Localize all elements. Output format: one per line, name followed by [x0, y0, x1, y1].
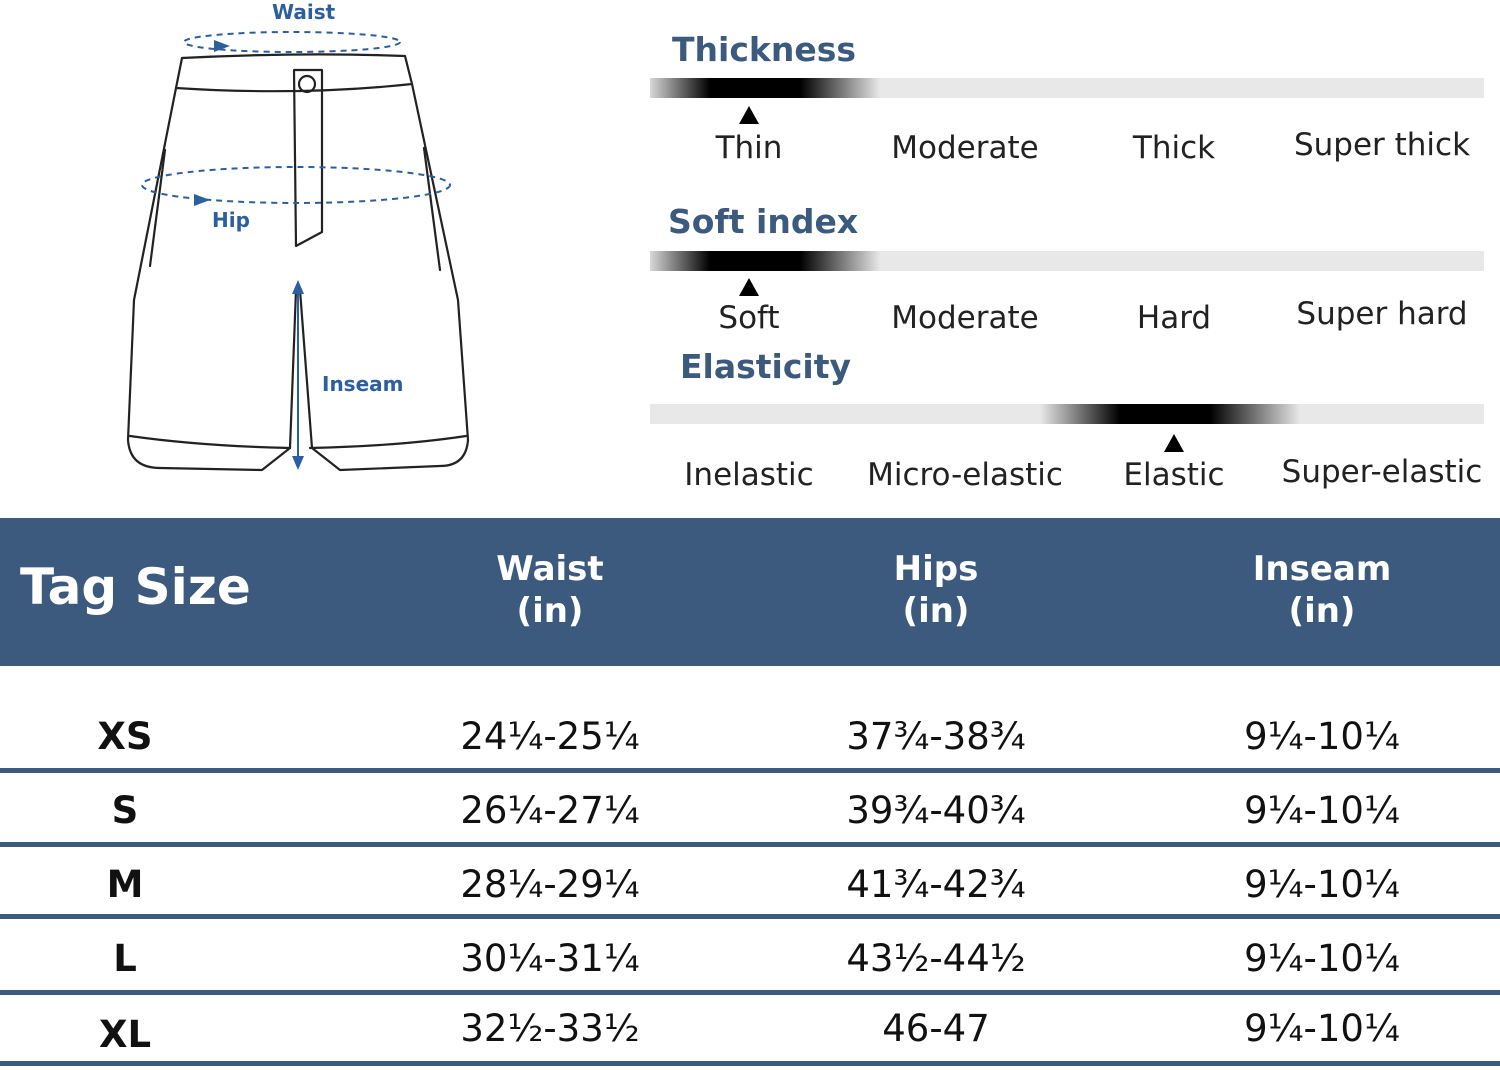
- inseam-cell: 9¼-10¼: [1244, 789, 1400, 832]
- waist-cell: 32½-33½: [460, 1007, 640, 1050]
- soft-index-scale-bar: [650, 251, 1484, 271]
- waist-cell: 30¼-31¼: [460, 937, 640, 980]
- scale-option: Moderate: [891, 300, 1039, 336]
- selected-marker-icon: [1164, 434, 1184, 452]
- thickness-scale-bar: [650, 78, 1484, 98]
- scale-option: Moderate: [891, 130, 1039, 166]
- waist-cell: 28¼-29¼: [460, 863, 640, 906]
- column-header-waist: [400, 548, 700, 632]
- row-divider: [0, 842, 1500, 847]
- attribute-title: Thickness: [672, 30, 856, 69]
- scale-option: Thin: [715, 130, 783, 166]
- size-cell: XL: [98, 1013, 152, 1056]
- hips-cell: 46-47: [882, 1007, 990, 1050]
- attribute-title: Soft index: [668, 202, 859, 241]
- size-cell: XS: [97, 715, 153, 758]
- waist-cell: 26¼-27¼: [460, 789, 640, 832]
- waist-cell: 24¼-25¼: [460, 715, 640, 758]
- hips-cell: 37¾-38¾: [846, 715, 1026, 758]
- table-row: [0, 702, 1500, 772]
- column-header-inseam: [1172, 548, 1472, 632]
- table-row: [0, 994, 1500, 1064]
- inseam-cell: 9¼-10¼: [1244, 863, 1400, 906]
- row-divider: [0, 1061, 1500, 1066]
- size-cell: L: [113, 937, 137, 980]
- elasticity-scale-bar: [650, 404, 1484, 424]
- hips-cell: 39¾-40¾: [846, 789, 1026, 832]
- scale-option: Elastic: [1123, 457, 1225, 493]
- scale-option: Hard: [1136, 300, 1212, 336]
- inseam-cell: 9¼-10¼: [1244, 715, 1400, 758]
- inseam-label: Inseam: [322, 372, 404, 396]
- column-header-unit: (in): [902, 591, 970, 631]
- hip-label: Hip: [212, 208, 250, 232]
- scale-option: Micro-elastic: [867, 457, 1063, 493]
- waist-label: Waist: [272, 0, 336, 24]
- column-header-unit: (in): [516, 591, 584, 631]
- hips-cell: 43½-44½: [846, 937, 1026, 980]
- column-header-unit: (in): [1288, 591, 1356, 631]
- scale-option: Soft: [718, 300, 780, 336]
- inseam-cell: 9¼-10¼: [1244, 1007, 1400, 1050]
- row-divider: [0, 914, 1500, 919]
- column-header-label: Inseam: [1252, 549, 1392, 589]
- tag-size-heading: Tag Size: [20, 558, 251, 616]
- selected-marker-icon: [739, 106, 759, 124]
- scale-option: Super hard: [1296, 296, 1468, 332]
- size-cell: S: [111, 789, 139, 832]
- scale-option: Super thick: [1293, 127, 1471, 163]
- selected-marker-icon: [739, 278, 759, 296]
- attribute-title: Elasticity: [680, 347, 852, 386]
- size-table-header: [0, 518, 1500, 666]
- row-divider: [0, 768, 1500, 773]
- scale-option: Inelastic: [684, 457, 814, 493]
- scale-option: Thick: [1132, 130, 1216, 166]
- shorts-measurement-diagram: [0, 0, 620, 500]
- table-row: [0, 924, 1500, 994]
- scale-option: Super-elastic: [1281, 454, 1483, 490]
- table-row: [0, 850, 1500, 920]
- hips-cell: 41¾-42¾: [846, 863, 1026, 906]
- shorts-outline-icon: [0, 0, 620, 500]
- inseam-cell: 9¼-10¼: [1244, 937, 1400, 980]
- size-cell: M: [106, 863, 144, 906]
- column-header-hips: [786, 548, 1086, 632]
- column-header-label: Hips: [893, 549, 979, 589]
- column-header-label: Waist: [496, 549, 604, 589]
- table-row: [0, 776, 1500, 846]
